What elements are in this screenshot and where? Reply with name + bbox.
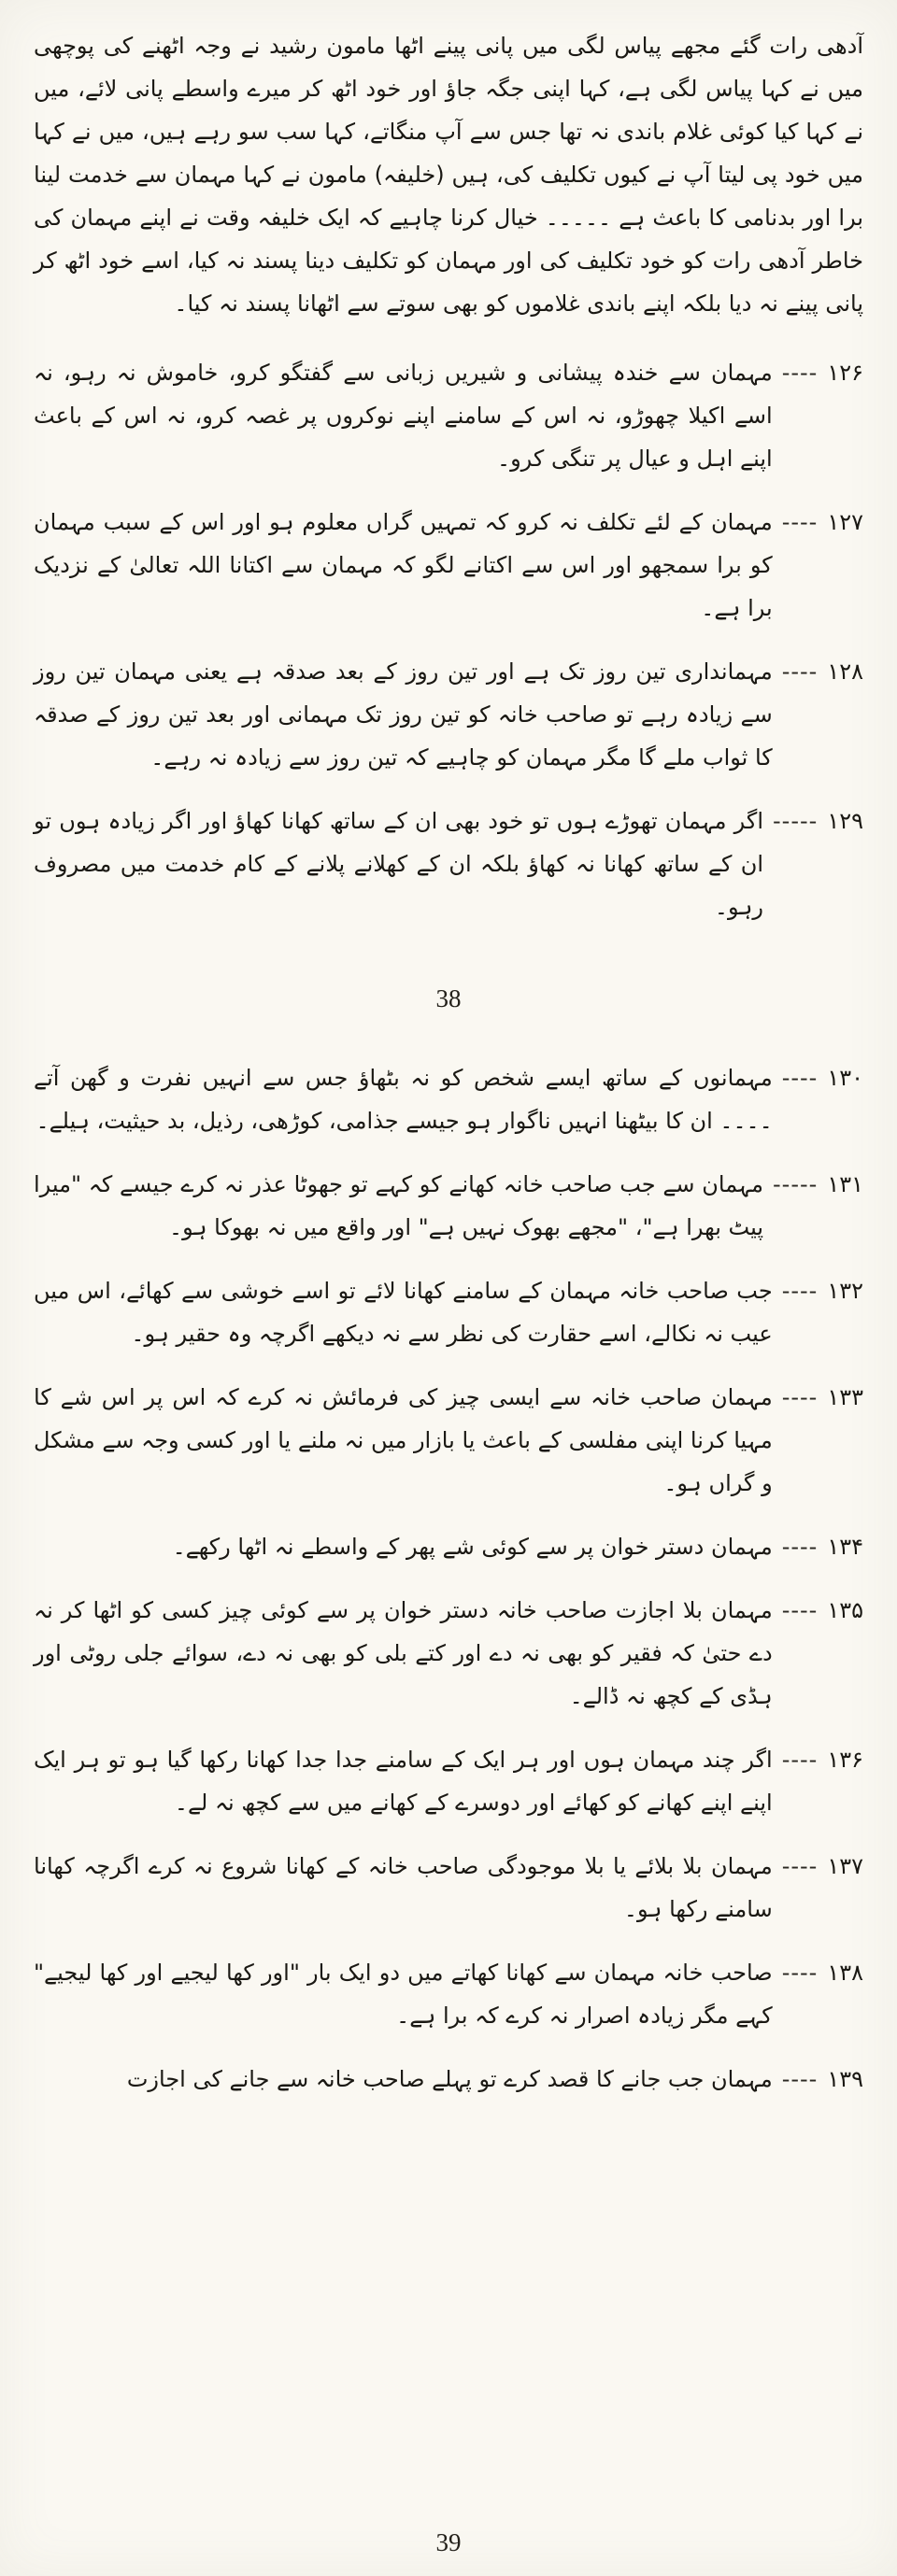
- item-number: ۱۲۷: [827, 509, 863, 535]
- item-text: مہمان بلا اجازت صاحب خانہ دستر خوان پر سے کوئی چیز کسی کو اٹھا کر نہ دے حتیٰ کہ فقیر کو بھی نہ دے اور کتے بلی کو بھی نہ دے، سوائے جلی روٹی اور ہڈی کے کچھ نہ ڈالے۔: [34, 1597, 773, 1709]
- list-item: [34, 800, 863, 928]
- item-number: ۱۳۰: [827, 1065, 863, 1091]
- item-text: مہمان بلا بلائے یا بلا موجودگی صاحب خانہ کے کھانا شروع نہ کرے اگرچہ کھانا سامنے رکھا ہو۔: [34, 1853, 773, 1922]
- item-text: مہمان صاحب خانہ سے ایسی چیز کی فرمائش نہ کرے کہ اس پر اس شے کا مہیا کرنا اپنی مفلسی کے باعث یا بازار میں نہ ملنے یا اور کسی وجہ سے مشکل و گراں ہو۔: [34, 1384, 773, 1496]
- item-separator: ----: [781, 2066, 819, 2092]
- list-item: [34, 351, 863, 480]
- list-item: [34, 1951, 863, 2037]
- item-number: ۱۳۸: [827, 1960, 863, 1986]
- item-text: مہمان جب جانے کا قصد کرے تو پہلے صاحب خانہ سے جانے کی اجازت: [126, 2066, 773, 2092]
- item-number: ۱۳۲: [827, 1278, 863, 1304]
- item-number: ۱۳۳: [827, 1384, 863, 1410]
- item-separator: ----: [781, 1747, 819, 1773]
- item-text: اگر مہمان تھوڑے ہوں تو خود بھی ان کے ساتھ کھانا کھاؤ اور اگر زیادہ ہوں تو ان کے ساتھ کھانا نہ کھاؤ بلکہ ان کے کھلانے پلانے کے کام خدمت میں مصروف رہو۔: [34, 808, 764, 920]
- list-item: [34, 1589, 863, 1718]
- item-separator: -----: [773, 1171, 819, 1197]
- intro-paragraph: آدھی رات گئے مجھے پیاس لگی میں پانی پینے اٹھا مامون رشید نے وجہ اٹھنے کی پوچھی میں نے کہا پیاس لگی ہے، کہا اپنی جگہ جاؤ اور خود اٹھ کر میرے واسطے پانی لائے، میں نے کہا کیا کوئی غلام باندی نہ تھا جس سے آپ منگاتے، کہا سب سو رہے ہیں، میں نے کہا میں خود پی لیتا آپ نے کیوں تکلیف کی، ہیں (خلیفہ) مامون نے کہا مہمان سے خدمت لینا برا اور بدنامی کا باعث ہے ۔۔۔۔۔ خیال کرنا چاہیے کہ ایک خلیفہ وقت نے اپنے مہمان کی خاطر آدھی رات کو خود تکلیف کی اور مہمان کو تکلیف دینا پسند نہ کیا، اسے خود اٹھ کر پانی پینے نہ دیا بلکہ اپنے باندی غلاموں کو بھی سوتے سے اٹھانا پسند نہ کیا۔: [34, 33, 863, 317]
- item-text: جب صاحب خانہ مہمان کے سامنے کھانا لائے تو اسے خوشی سے کھائے، اس میں عیب نہ نکالے، اسے حقارت کی نظر سے نہ دیکھے اگرچہ وہ حقیر ہو۔: [34, 1278, 773, 1347]
- item-number: ۱۲۶: [827, 360, 863, 386]
- item-separator: ----: [781, 360, 819, 386]
- page-number-38: 38: [435, 984, 462, 1012]
- item-separator: ----: [781, 1065, 819, 1091]
- item-number: ۱۲۸: [827, 658, 863, 685]
- item-separator: ----: [781, 1960, 819, 1986]
- item-text: اگر چند مہمان ہوں اور ہر ایک کے سامنے جدا جدا کھانا رکھا گیا ہو تو ہر ایک اپنے اپنے کھانے کو کھائے اور دوسرے کے کھانے میں سے کچھ نہ لے۔: [34, 1747, 773, 1816]
- item-separator: ----: [781, 1278, 819, 1304]
- item-separator: -----: [773, 808, 819, 834]
- item-text: صاحب خانہ مہمان سے کھانا کھاتے میں دو ایک بار "اور کھا لیجیے اور کھا لیجیے" کہے مگر زیادہ اصرار نہ کرے کہ برا ہے۔: [34, 1960, 773, 2029]
- list-item: [34, 1738, 863, 1824]
- item-text: مہمان دستر خوان پر سے کوئی شے پھر کے واسطے نہ اٹھا رکھے۔: [172, 1534, 773, 1560]
- item-number: ۱۳۹: [827, 2066, 863, 2092]
- item-number: ۱۳۵: [827, 1597, 863, 1623]
- list-item: [34, 2058, 863, 2101]
- list-item: [34, 501, 863, 630]
- item-number: ۱۳۷: [827, 1853, 863, 1879]
- item-text: مہمان سے خندہ پیشانی و شیریں زبانی سے گفتگو کرو، خاموش نہ رہو، نہ اسے اکیلا چھوڑو، نہ اس کے سامنے اپنے نوکروں پر غصہ کرو، نہ اس کے باعث اپنے اہل و عیال پر تنگی کرو۔: [34, 360, 773, 472]
- item-number: ۱۳۴: [827, 1534, 863, 1560]
- item-text: مہمانوں کے ساتھ ایسے شخص کو نہ بٹھاؤ جس سے انہیں نفرت و گھن آتے ۔۔۔۔ ان کا بیٹھنا انہیں ناگوار ہو جیسے جذامی، کوڑھی، رذیل، بد حیثیت، ہیلے۔: [34, 1065, 773, 1134]
- list-item: [34, 650, 863, 779]
- item-number: ۱۳۱: [827, 1171, 863, 1197]
- item-text: مہمانداری تین روز تک ہے اور تین روز کے بعد صدقہ ہے یعنی مہمان تین روز سے زیادہ رہے تو صاحب خانہ کو تین روز تک مہمانی اور بعد تین روز کے صدقہ کا ثواب ملے گا مگر مہمان کو چاہیے کہ تین روز سے زیادہ نہ رہے۔: [34, 658, 773, 771]
- item-number: ۱۲۹: [827, 808, 863, 834]
- item-separator: ----: [781, 658, 819, 685]
- list-item: [34, 1163, 863, 1249]
- list-item: [34, 1525, 863, 1568]
- item-number: ۱۳۶: [827, 1747, 863, 1773]
- item-separator: ----: [781, 1853, 819, 1879]
- item-text: مہمان کے لئے تکلف نہ کرو کہ تمہیں گراں معلوم ہو اور اس کے سبب مہمان کو برا سمجھو اور اس سے اکتانے لگو کہ مہمان سے اکتانا اللہ تعالیٰ کے نزدیک برا ہے۔: [34, 509, 773, 621]
- item-separator: ----: [781, 509, 819, 535]
- item-separator: ----: [781, 1597, 819, 1623]
- page-number-39: 39: [435, 2528, 462, 2556]
- item-separator: ----: [781, 1384, 819, 1410]
- list-item: [34, 1845, 863, 1931]
- list-item: [34, 1269, 863, 1355]
- item-separator: ----: [781, 1534, 819, 1560]
- list-item: [34, 1056, 863, 1142]
- list-item: [34, 1376, 863, 1505]
- item-text: مہمان سے جب صاحب خانہ کھانے کو کہے تو جھوٹا عذر نہ کرے جیسے کہ "میرا پیٹ بھرا ہے"، "مجھے بھوک نہیں ہے" اور واقع میں نہ بھوکا ہو۔: [34, 1171, 764, 1240]
